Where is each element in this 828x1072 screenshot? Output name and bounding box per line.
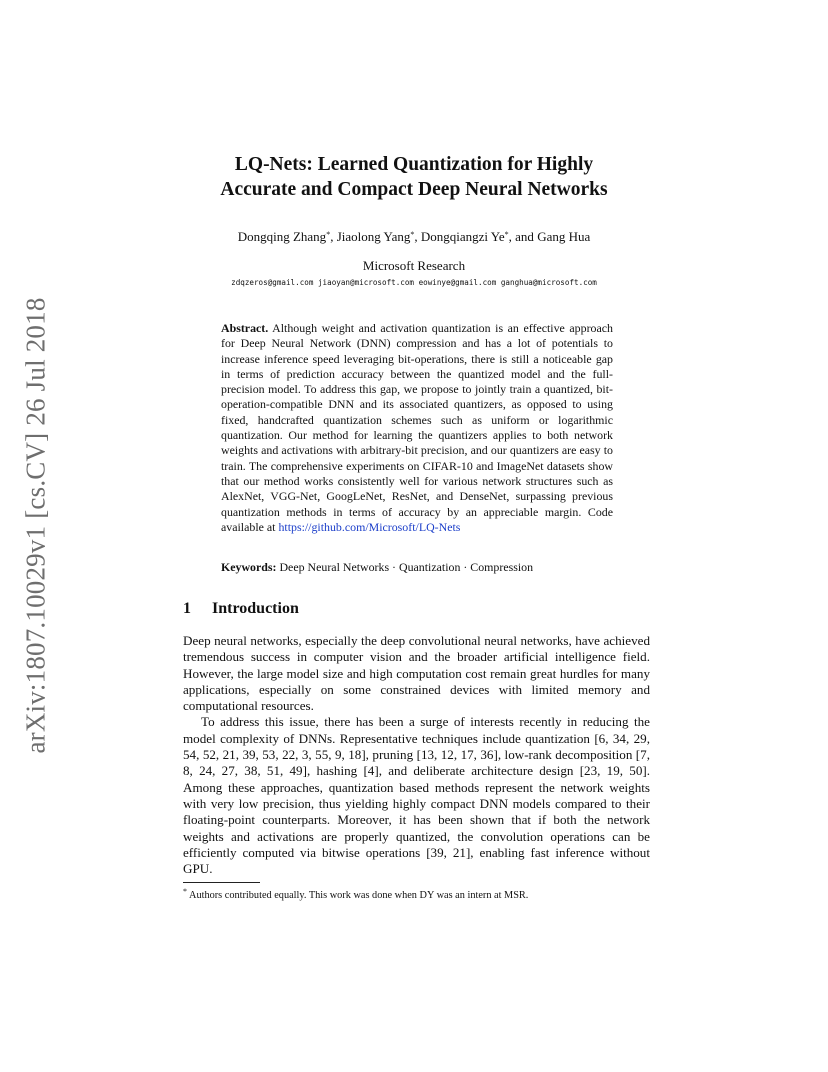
- author-mark: *: [504, 230, 509, 239]
- author-mark: *: [326, 230, 331, 239]
- abstract-label: Abstract.: [221, 321, 269, 335]
- section-heading: [183, 600, 299, 618]
- arxiv-stamp: [16, 290, 56, 760]
- keywords-label: Keywords:: [221, 560, 277, 574]
- keywords-text: Deep Neural Networks · Quantization · Compression: [279, 560, 534, 574]
- footnote-rule: [183, 882, 260, 883]
- author-list: [100, 229, 728, 245]
- paragraph: To address this issue, there has been a surge of interests recently in reducing the model complexity of DNNs. Representative techniques include quantization [6, 34, 29, 54, 52, 21, 39, 53, 22, 3, 55, 9, 18], pruning [13, 12, 17, 36], low-rank decomposition [7, 8, 24, 27, 38, 51, 49], hashing [4], and deliberate architecture design [23, 19, 50]. Among these approaches, quantization based methods represent the network weights with very low precision, thus yielding highly compact DNN models compared to their floating-point counterparts. Moreover, it has been shown that if both the network weights and activations are properly quantized, the convolution operations can be efficiently computed via bitwise operations [39, 21], enabling fast inference without GPU.: [183, 714, 650, 877]
- affiliation: Microsoft Research: [362, 258, 466, 273]
- author-name: Jiaolong Yang: [336, 229, 411, 244]
- author-name: Dongqing Zhang: [237, 229, 327, 244]
- author-mark: *: [410, 230, 415, 239]
- code-link[interactable]: https://github.com/Microsoft/LQ-Nets: [278, 519, 461, 534]
- title-line-1: LQ-Nets: Learned Quantization for Highly: [234, 154, 594, 175]
- section-title: Introduction: [212, 600, 299, 617]
- footnote-text: Authors contributed equally. This work was done when DY was an intern at MSR.: [189, 890, 529, 901]
- section-number: 1: [183, 600, 191, 617]
- paper-title: [100, 152, 728, 202]
- author-name: Dongqiangzi Ye: [420, 229, 505, 244]
- keywords: [221, 560, 613, 575]
- author-separator: , and: [508, 229, 538, 244]
- author-emails: zdqzeros@gmail.com jiaoyan@microsoft.com eowinye@gmail.com ganghua@microsoft.com: [231, 278, 597, 287]
- author-separator: ,: [330, 229, 337, 244]
- footnote-mark: *: [183, 887, 187, 896]
- abstract: [221, 321, 613, 535]
- body-text: [183, 633, 650, 877]
- footnote: [183, 887, 653, 901]
- abstract-text: Although weight and activation quantization is an effective approach for Deep Neural Network (DNN) compression and has a lot of potentials to increase inference speed leveraging bit-operations, there is still a noticeable gap in terms of prediction accuracy between the quantized model and the full-precision model. To address this gap, we propose to jointly train a quantized, bit-operation-compatible DNN and its associated quantizers, as opposed to using fixed, handcrafted quantization schemes such as uniform or logarithmic quantization. Our method for learning the quantizers applies to both network weights and activations with arbitrary-bit precision, and our quantizers are easy to train. The comprehensive experiments on CIFAR-10 and ImageNet datasets show that our method works consistently well for various network structures such as AlexNet, VGG-Net, GoogLeNet, ResNet, and DenseNet, surpassing previous quantization methods in terms of accuracy by an appreciable margin. Code available at: [221, 321, 613, 534]
- author-name: Gang Hua: [537, 229, 591, 244]
- paragraph: Deep neural networks, especially the deep convolutional neural networks, have achieved tremendous success in computer vision and the broader artificial intelligence field. However, the large model size and high computation cost remain great hurdles for many applications, especially on some constrained devices with limited memory and computational resources.: [183, 633, 650, 714]
- author-separator: ,: [414, 229, 421, 244]
- title-line-2: Accurate and Compact Deep Neural Networks: [220, 179, 608, 200]
- arxiv-stamp-text: arXiv:1807.10029v1 [cs.CV] 26 Jul 2018: [20, 296, 51, 754]
